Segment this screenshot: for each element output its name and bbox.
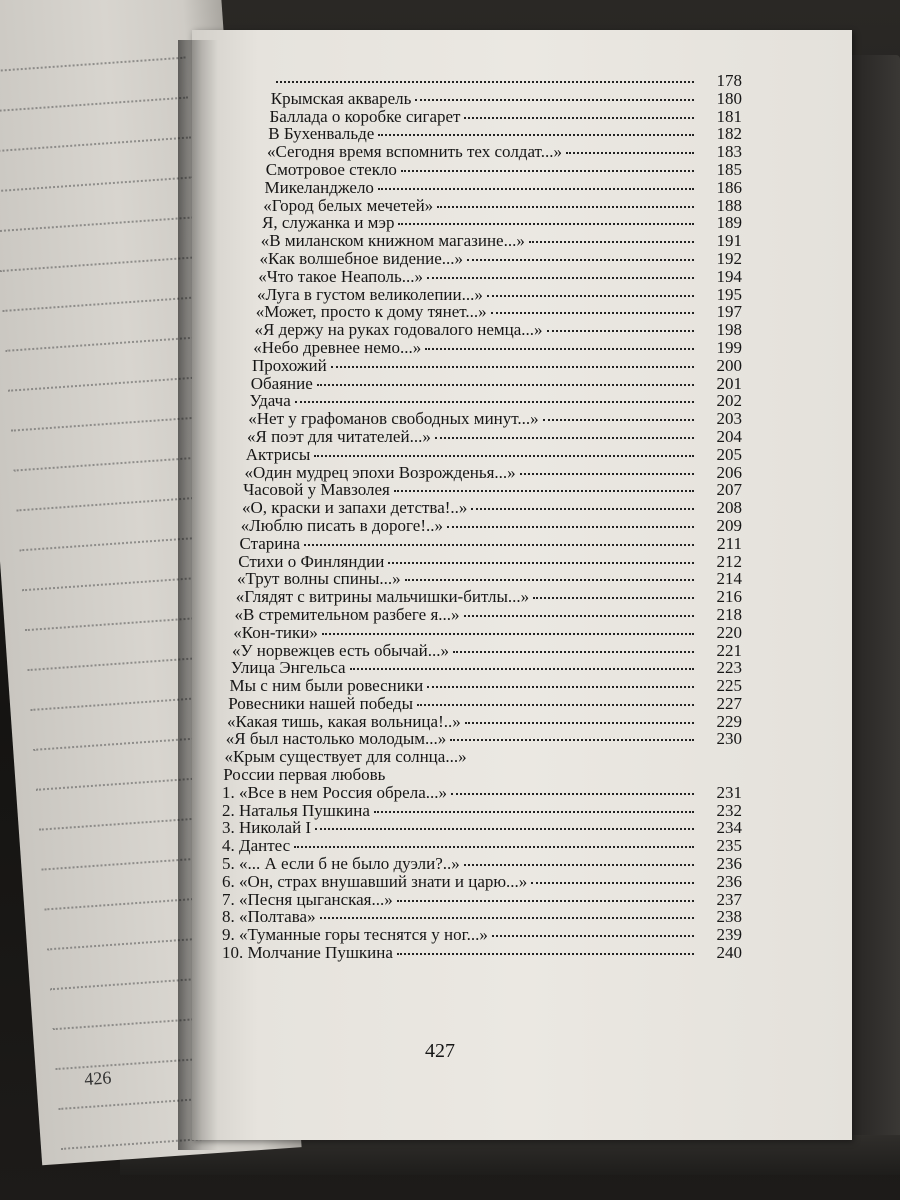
toc-entry-title: «В стремительном разбеге я...» — [234, 604, 460, 624]
toc-entry-page: 197 — [716, 302, 742, 322]
toc-entry-title: 3. Николай I — [222, 818, 312, 838]
toc-entry — [222, 268, 742, 286]
toc-entry — [222, 642, 742, 660]
toc-entry-title: «Что такое Неаполь...» — [258, 266, 424, 286]
toc-entry-title: 7. «Песня цыганская...» — [222, 889, 393, 909]
toc-entry — [222, 250, 742, 268]
toc-entry-leader-dots — [529, 241, 694, 243]
toc-entry-leader-dots — [331, 366, 694, 368]
toc-entry — [222, 286, 742, 304]
toc-entry-title: 8. «Полтава» — [222, 907, 316, 927]
toc-entry — [222, 908, 742, 926]
toc-entry — [222, 321, 742, 339]
toc-entry-page: 205 — [716, 444, 742, 464]
toc-entry-title: «Город белых мечетей» — [263, 195, 434, 215]
toc-entry-leader-dots — [465, 722, 694, 724]
toc-entry-leader-dots — [405, 579, 694, 581]
toc-entry-title: Баллада о коробке сигарет — [269, 106, 461, 126]
toc-entry-title: 1. «Все в нем Россия обрела...» — [222, 782, 448, 802]
toc-entry-title: «Трут волны спины...» — [237, 569, 401, 589]
toc-entry-leader-dots — [566, 152, 694, 154]
toc-entry-page: 185 — [716, 159, 742, 179]
toc-entry-page: 180 — [716, 88, 742, 108]
toc-entry-title: 10. Молчание Пушкина — [222, 943, 393, 963]
toc-entry-page: 188 — [716, 195, 742, 215]
toc-entry-page: 189 — [716, 213, 742, 233]
toc-entry-leader-dots — [453, 651, 694, 653]
toc-entry — [222, 125, 742, 143]
toc-entry-page: 234 — [716, 818, 742, 838]
toc-entry — [222, 108, 742, 126]
toc-entry-page: 186 — [716, 177, 742, 197]
toc-entry-leader-dots — [491, 312, 694, 314]
toc-entry-page: 198 — [716, 320, 742, 340]
toc-entry-title: «Луга в густом великолепии...» — [257, 284, 483, 304]
toc-entry-page: 182 — [716, 124, 742, 144]
toc-entry-title: 4. Дантес — [222, 836, 291, 856]
toc-entry-title: «Какая тишь, какая вольница!..» — [227, 711, 461, 731]
toc-entry-title: 5. «... А если б не было дуэли?..» — [222, 854, 460, 874]
toc-entry-page: 211 — [717, 533, 742, 553]
toc-entry-leader-dots — [467, 259, 694, 261]
toc-entry-page: 191 — [716, 231, 742, 251]
toc-entry — [222, 464, 742, 482]
toc-entry-leader-dots — [320, 917, 694, 919]
toc-entry — [222, 926, 742, 944]
toc-entry-title: Стихи о Финляндии — [238, 551, 385, 571]
toc-entry — [222, 677, 742, 695]
toc-entry-page: 209 — [716, 515, 742, 535]
toc-entry-page: 216 — [716, 587, 742, 607]
toc-entry — [222, 232, 742, 250]
toc-entry-title: «Может, просто к дому тянет...» — [255, 302, 487, 322]
toc-entry-title: 9. «Туманные горы теснятся у ног...» — [222, 925, 488, 945]
toc-entry-leader-dots — [464, 615, 694, 617]
toc-entry-page: 240 — [716, 943, 742, 963]
toc-entry-leader-dots — [492, 935, 694, 937]
toc-entry-page: 201 — [716, 373, 742, 393]
toc-entry-title: «Крым существует для солнца...» — [224, 747, 467, 767]
toc-entry-leader-dots — [450, 739, 694, 741]
toc-entry-leader-dots — [398, 223, 694, 225]
toc-entry-title: «Как волшебное видение...» — [259, 248, 464, 268]
toc-entry — [222, 143, 742, 161]
toc-entry-page: 208 — [716, 498, 742, 518]
toc-entry-title: В Бухенвальде — [268, 124, 375, 144]
toc-entry-page: 223 — [716, 658, 742, 678]
toc-entry — [222, 659, 742, 677]
toc-entry-leader-dots — [314, 455, 694, 457]
toc-entry-leader-dots — [520, 473, 694, 475]
toc-entry-leader-dots — [547, 330, 694, 332]
toc-entry-page: 231 — [716, 782, 742, 802]
toc-entry-leader-dots — [397, 953, 694, 955]
toc-entry-leader-dots — [401, 170, 694, 172]
toc-entry-page: 236 — [716, 854, 742, 874]
toc-entry — [222, 606, 742, 624]
toc-entry — [222, 303, 742, 321]
toc-entry-leader-dots — [317, 384, 694, 386]
toc-entry — [222, 410, 742, 428]
toc-entry-page: 204 — [716, 426, 742, 446]
toc-entry — [222, 517, 742, 535]
toc-entry-title: «Я поэт для читателей...» — [247, 426, 431, 446]
toc-entry — [222, 339, 742, 357]
toc-entry — [222, 481, 742, 499]
toc-entry-page: 238 — [716, 907, 742, 927]
toc-entry-leader-dots — [294, 846, 694, 848]
toc-entry-title: «Люблю писать в дороге!..» — [240, 515, 444, 535]
toc-entry-leader-dots — [378, 188, 694, 190]
toc-entry — [222, 624, 742, 642]
toc-entry-leader-dots — [464, 117, 694, 119]
toc-entry-page: 236 — [716, 871, 742, 891]
toc-entry — [222, 161, 742, 179]
toc-entry-title: Прохожий — [252, 355, 327, 375]
toc-entry-leader-dots — [276, 81, 694, 83]
toc-entry-title: России первая любовь — [223, 765, 386, 785]
toc-entry-page: 200 — [716, 355, 742, 375]
toc-entry — [222, 197, 742, 215]
toc-entry-leader-dots — [388, 562, 694, 564]
toc-entry-leader-dots — [533, 597, 694, 599]
toc-entry-leader-dots — [425, 348, 694, 350]
toc-entry-title: «Я был настолько молодым...» — [225, 729, 447, 749]
toc-entry-page: 218 — [716, 604, 742, 624]
toc-entry-page: 235 — [716, 836, 742, 856]
toc-entry — [222, 499, 742, 517]
toc-entry-title: Актрисы — [245, 444, 311, 464]
toc-entry-page: 194 — [716, 266, 742, 286]
toc-entry — [222, 837, 742, 855]
toc-entry-title: Удача — [249, 391, 291, 411]
toc-entry-page: 183 — [716, 142, 742, 162]
toc-entry-page: 192 — [716, 248, 742, 268]
toc-entry-page: 232 — [716, 800, 742, 820]
toc-entry-title: «У норвежцев есть обычай...» — [232, 640, 449, 660]
toc-entry — [222, 214, 742, 232]
toc-entry-page: 230 — [716, 729, 742, 749]
toc-entry-leader-dots — [437, 206, 694, 208]
toc-entry — [222, 357, 742, 375]
toc-entry-page: 181 — [716, 106, 742, 126]
toc-entry-title: «Один мудрец эпохи Возрожденья...» — [244, 462, 516, 482]
toc-entry — [222, 695, 742, 713]
toc-entry-page: 239 — [716, 925, 742, 945]
toc-entry — [222, 891, 742, 909]
toc-entry-page: 195 — [716, 284, 742, 304]
toc-entry-title: Обаяние — [250, 373, 313, 393]
left-page-number: 426 — [83, 1067, 112, 1090]
toc-entry-page: 225 — [716, 676, 742, 696]
toc-entry-leader-dots — [315, 828, 694, 830]
toc-entry-leader-dots — [435, 437, 694, 439]
toc-entry-title: «Глядят с витрины мальчишки-битлы...» — [235, 587, 530, 607]
toc-entry-page: 227 — [716, 693, 742, 713]
toc-entry-page: 199 — [716, 337, 742, 357]
toc-entry — [222, 944, 742, 962]
toc-entry-title: Я, служанка и мэр — [262, 213, 395, 233]
toc-entry — [222, 784, 742, 802]
toc-entry-leader-dots — [451, 793, 694, 795]
toc-entry-page: 221 — [716, 640, 742, 660]
toc-entry-page: 229 — [716, 711, 742, 731]
toc-entry-leader-dots — [397, 900, 694, 902]
toc-entry-leader-dots — [415, 99, 694, 101]
toc-entry-leader-dots — [447, 526, 694, 528]
toc-entry-title: «Нет у графоманов свободных минут...» — [248, 409, 539, 429]
toc-entry-leader-dots — [304, 544, 694, 546]
toc-entry — [222, 535, 742, 553]
toc-entry — [222, 766, 742, 784]
toc-entry-leader-dots — [378, 134, 694, 136]
toc-entry — [222, 713, 742, 731]
toc-entry — [222, 855, 742, 873]
toc-entry-leader-dots — [471, 508, 694, 510]
toc-entry-title: «Кон-тики» — [233, 622, 318, 642]
toc-entry-leader-dots — [543, 419, 694, 421]
toc-entry-title: Часовой у Мавзолея — [243, 480, 390, 500]
toc-entry — [222, 90, 742, 108]
page-number: 427 — [425, 1040, 455, 1062]
toc-entry-leader-dots — [417, 704, 694, 706]
toc-entry-leader-dots — [427, 686, 694, 688]
toc-entry-page: 220 — [716, 622, 742, 642]
toc-entry-leader-dots — [295, 401, 694, 403]
toc-entry-title: Мы с ним были ровесники — [229, 676, 424, 696]
toc-entry-leader-dots — [374, 811, 694, 813]
toc-entry — [222, 570, 742, 588]
toc-entry-title: Старина — [239, 533, 301, 553]
toc-entry — [222, 730, 742, 748]
toc-entry-leader-dots — [322, 633, 694, 635]
toc-entry-page: 206 — [716, 462, 742, 482]
toc-entry-leader-dots — [427, 277, 694, 279]
table-of-contents — [222, 72, 742, 962]
toc-entry-page: 202 — [716, 391, 742, 411]
toc-entry-page: 214 — [716, 569, 742, 589]
toc-entry-title: «Сегодня время вспомнить тех солдат...» — [267, 142, 562, 162]
toc-entry-title: 6. «Он, страх внушавший знати и царю...» — [222, 871, 528, 891]
toc-entry — [222, 588, 742, 606]
toc-entry-page: 178 — [716, 71, 742, 90]
toc-entry-leader-dots — [394, 490, 694, 492]
toc-entry-page: 203 — [716, 409, 742, 429]
toc-entry-title: Смотровое стекло — [265, 159, 397, 179]
toc-entry — [222, 819, 742, 837]
toc-entry — [222, 72, 742, 90]
toc-entry-title: «О, краски и запахи детства!..» — [242, 498, 468, 518]
toc-entry — [222, 553, 742, 571]
toc-entry — [222, 802, 742, 820]
toc-entry-title: Ровесники нашей победы — [228, 693, 414, 713]
toc-entry-title: Крымская акварель — [270, 88, 412, 108]
toc-entry-title: Микеланджело — [264, 177, 374, 197]
toc-entry — [222, 428, 742, 446]
toc-entry-title: 2. Наталья Пушкина — [222, 800, 370, 820]
toc-entry-leader-dots — [350, 668, 695, 670]
toc-entry-title: «Я держу на руках годовалого немца...» — [254, 320, 543, 340]
toc-entry-title: Улица Энгельса — [230, 658, 346, 678]
toc-entry — [222, 392, 742, 410]
toc-entry — [222, 446, 742, 464]
toc-entry-page: 207 — [716, 480, 742, 500]
toc-entry — [222, 375, 742, 393]
toc-entry — [222, 748, 742, 766]
toc-entry-title: «В миланском книжном магазине...» — [260, 231, 525, 251]
toc-entry-leader-dots — [531, 882, 694, 884]
toc-entry-page: 237 — [716, 889, 742, 909]
toc-entry — [222, 179, 742, 197]
toc-entry-page: 212 — [716, 551, 742, 571]
toc-entry-leader-dots — [464, 864, 694, 866]
toc-entry-leader-dots — [487, 295, 694, 297]
toc-entry-title: «Небо древнее немо...» — [253, 337, 422, 357]
book-gutter-shadow — [178, 40, 218, 1150]
toc-entry — [222, 873, 742, 891]
